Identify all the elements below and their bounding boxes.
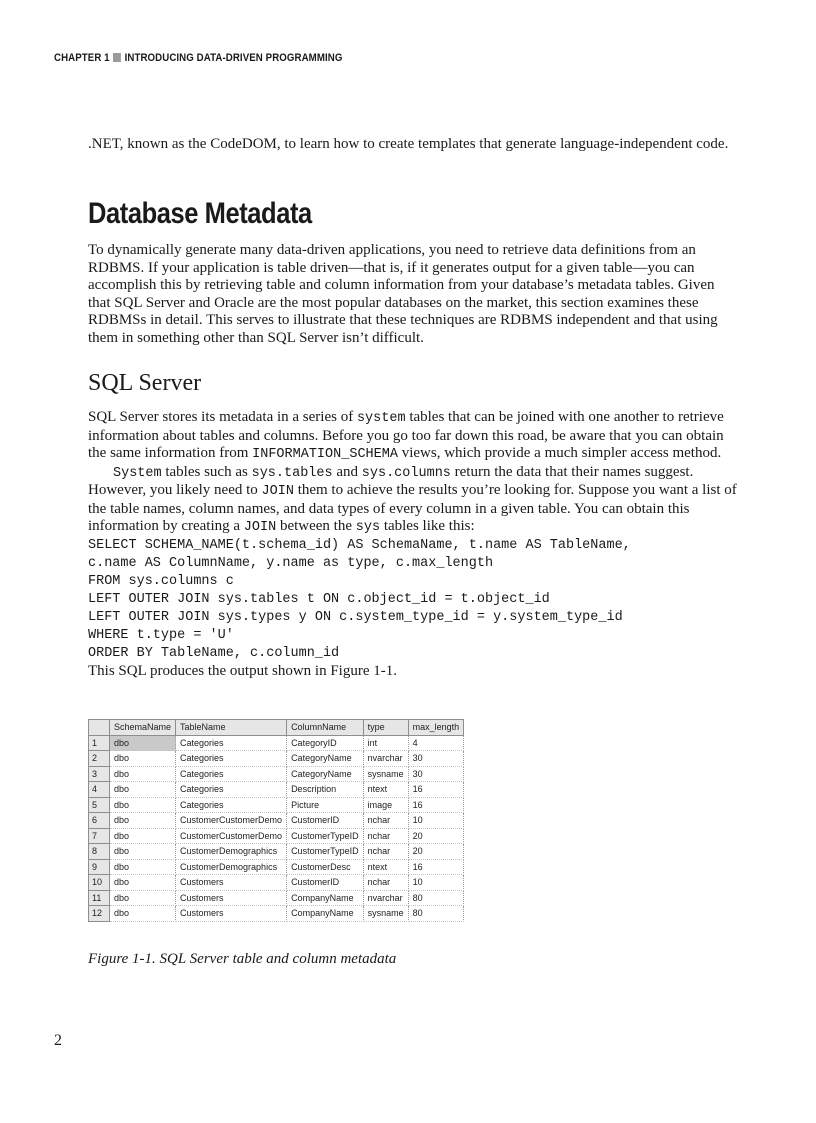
row-number-cell: 3 <box>89 766 110 782</box>
row-number-cell: 4 <box>89 782 110 798</box>
row-number-cell: 2 <box>89 751 110 767</box>
column-header-columnname: ColumnName <box>287 720 364 736</box>
table-cell: 80 <box>408 890 464 906</box>
table-row <box>89 859 464 875</box>
table-row <box>89 844 464 860</box>
table-cell: Categories <box>176 735 287 751</box>
code-line: ORDER BY TableName, c.column_id <box>88 645 340 661</box>
table-row <box>89 813 464 829</box>
table-cell: dbo <box>110 782 176 798</box>
table-row <box>89 890 464 906</box>
table-cell: dbo <box>110 735 176 751</box>
inline-code: system <box>356 411 406 426</box>
code-line: FROM sys.columns c <box>88 573 234 589</box>
table-cell: ntext <box>363 782 408 798</box>
table-cell: 30 <box>408 751 464 767</box>
text-run: return the data that their names suggest. However, you likely need to <box>88 463 694 498</box>
table-cell: 16 <box>408 782 464 798</box>
table-cell: nchar <box>363 844 408 860</box>
header-row <box>89 720 464 736</box>
table-cell: CustomerID <box>287 813 364 829</box>
text-run: SQL Server stores its metadata in a series of <box>88 409 357 425</box>
table-cell: 10 <box>408 875 464 891</box>
separator-square-icon <box>113 53 121 62</box>
table-cell: CustomerDesc <box>287 859 364 875</box>
text-run: tables that can be joined with one another to retrieve information about tables and columns. Before you go too far down this road, be aware that you can obtain the same information from <box>88 409 724 461</box>
table-cell: CategoryName <box>287 766 364 782</box>
figure-caption: Figure 1-1. SQL Server table and column metadata <box>88 951 397 967</box>
table-cell: nvarchar <box>363 890 408 906</box>
sql-server-body <box>88 409 738 680</box>
table-cell: 4 <box>408 735 464 751</box>
table-cell: 20 <box>408 844 464 860</box>
table-cell: CustomerDemographics <box>176 859 287 875</box>
table-cell: Customers <box>176 906 287 922</box>
table-row <box>89 906 464 922</box>
table-cell: CompanyName <box>287 890 364 906</box>
table-cell: sysname <box>363 766 408 782</box>
table-row <box>89 751 464 767</box>
section-heading: Database Metadata <box>88 197 312 230</box>
section-paragraph-block <box>88 242 738 347</box>
chapter-title: INTRODUCING DATA-DRIVEN PROGRAMMING <box>124 52 343 64</box>
running-header <box>54 52 342 64</box>
figure-results-grid <box>88 719 464 922</box>
chapter-label: CHAPTER 1 <box>54 52 110 64</box>
table-cell: Categories <box>176 766 287 782</box>
table-cell: 16 <box>408 859 464 875</box>
text-run: tables like this: <box>380 518 475 534</box>
table-row <box>89 875 464 891</box>
table-cell: dbo <box>110 890 176 906</box>
text-run: between the <box>276 518 356 534</box>
table-cell: dbo <box>110 906 176 922</box>
table-cell: Categories <box>176 751 287 767</box>
inline-code: sys.tables <box>251 465 333 481</box>
paragraph-join <box>88 464 738 537</box>
row-number-cell: 6 <box>89 813 110 829</box>
table-cell: CategoryID <box>287 735 364 751</box>
table-cell: int <box>363 735 408 751</box>
table-cell: CustomerTypeID <box>287 828 364 844</box>
table-cell: ntext <box>363 859 408 875</box>
inline-code: INFORMATION_SCHEMA <box>252 447 398 462</box>
row-number-cell: 12 <box>89 906 110 922</box>
text-run: tables such as <box>161 463 252 480</box>
table-cell: CustomerTypeID <box>287 844 364 860</box>
table-cell: CustomerDemographics <box>176 844 287 860</box>
inline-code: JOIN <box>243 520 277 535</box>
row-number-cell: 10 <box>89 875 110 891</box>
table-cell: Description <box>287 782 364 798</box>
row-number-cell: 8 <box>89 844 110 860</box>
table-cell: nchar <box>363 875 408 891</box>
sql-code-block <box>88 537 738 663</box>
table-cell: 10 <box>408 813 464 829</box>
table-cell: CustomerCustomerDemo <box>176 828 287 844</box>
table-cell: 16 <box>408 797 464 813</box>
table-cell: Customers <box>176 890 287 906</box>
row-number-cell: 7 <box>89 828 110 844</box>
page-number: 2 <box>54 1032 62 1049</box>
table-cell: dbo <box>110 828 176 844</box>
table-row <box>89 797 464 813</box>
code-line: SELECT SCHEMA_NAME(t.schema_id) AS SchemaName, t.name AS TableName, <box>88 537 631 553</box>
table-cell: image <box>363 797 408 813</box>
paragraph-system-tables <box>88 409 738 464</box>
table-body <box>89 735 464 921</box>
table-cell: sysname <box>363 906 408 922</box>
subsection-heading: SQL Server <box>88 370 202 396</box>
table-cell: Customers <box>176 875 287 891</box>
text-run: views, which provide a much simpler access method. <box>397 445 722 461</box>
results-table <box>88 719 464 922</box>
inline-code: System <box>113 465 162 481</box>
intro-paragraph: .NET, known as the CodeDOM, to learn how to create templates that generate language-independent code. <box>88 136 729 152</box>
table-cell: nchar <box>363 813 408 829</box>
table-row <box>89 782 464 798</box>
table-cell: CustomerCustomerDemo <box>176 813 287 829</box>
code-line: WHERE t.type = 'U' <box>88 627 234 643</box>
table-cell: dbo <box>110 859 176 875</box>
table-cell: Picture <box>287 797 364 813</box>
row-number-cell: 11 <box>89 890 110 906</box>
table-cell: dbo <box>110 766 176 782</box>
inline-code: sys.columns <box>361 465 451 481</box>
table-cell: dbo <box>110 797 176 813</box>
table-cell: dbo <box>110 844 176 860</box>
table-row <box>89 828 464 844</box>
table-cell: nvarchar <box>363 751 408 767</box>
table-cell: dbo <box>110 751 176 767</box>
text-run: and <box>332 463 362 480</box>
after-code-paragraph: This SQL produces the output shown in Figure 1-1. <box>88 662 398 679</box>
table-cell: CategoryName <box>287 751 364 767</box>
inline-code: sys <box>355 520 381 535</box>
row-number-cell: 9 <box>89 859 110 875</box>
table-cell: 80 <box>408 906 464 922</box>
column-header-schemaname: SchemaName <box>110 720 176 736</box>
table-row <box>89 766 464 782</box>
code-line: c.name AS ColumnName, y.name as type, c.max_length <box>88 555 494 571</box>
column-header-type: type <box>363 720 408 736</box>
corner-cell <box>89 720 110 736</box>
intro-paragraph-block <box>88 136 738 154</box>
table-cell: dbo <box>110 813 176 829</box>
column-header-tablename: TableName <box>176 720 287 736</box>
inline-code: JOIN <box>261 484 294 499</box>
row-number-cell: 1 <box>89 735 110 751</box>
section-paragraph: To dynamically generate many data-driven applications, you need to retrieve data definitions from an RDBMS. If your application is table driven—that is, if it generates output for a given table—you can accomplish this by retrieving table and column information from your database’s metadata tables. Given that SQL Server and Oracle are the most popular databases on the market, this section examines these RDBMSs in detail. This serves to illustrate that these techniques are RDBMS independent and that using them in something other than SQL Server isn’t difficult. <box>88 242 718 346</box>
table-cell: 20 <box>408 828 464 844</box>
table-cell: CustomerID <box>287 875 364 891</box>
table-cell: nchar <box>363 828 408 844</box>
table-cell: Categories <box>176 797 287 813</box>
row-number-cell: 5 <box>89 797 110 813</box>
table-cell: Categories <box>176 782 287 798</box>
column-header-max-length: max_length <box>408 720 464 736</box>
code-line: LEFT OUTER JOIN sys.tables t ON c.object_id = t.object_id <box>88 591 550 607</box>
table-cell: 30 <box>408 766 464 782</box>
table-cell: dbo <box>110 875 176 891</box>
text-run: them to achieve the results you’re looking for. Suppose you want a list of the table names, column names, and data types of every column in a given table. You can obtain this information by creating a <box>88 482 737 534</box>
code-line: LEFT OUTER JOIN sys.types y ON c.system_type_id = y.system_type_id <box>88 609 623 625</box>
table-cell: CompanyName <box>287 906 364 922</box>
table-row <box>89 735 464 751</box>
